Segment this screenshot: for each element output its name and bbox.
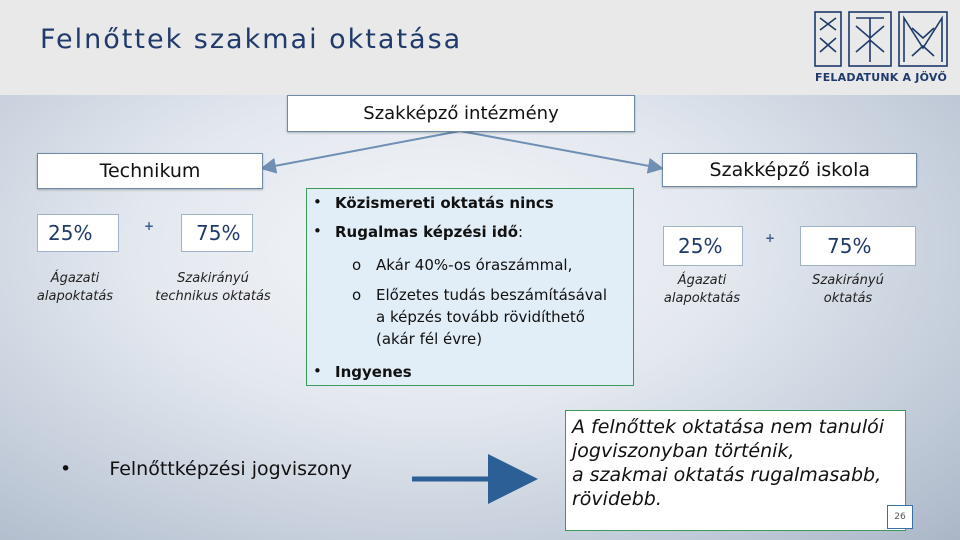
sub-line: a képzés tovább rövidíthető (376, 308, 585, 326)
caption-line: Szakirányú (177, 271, 249, 286)
page-number: 26 (887, 505, 913, 529)
sub-elozetes (376, 284, 607, 350)
iskola-caption-agazati (655, 272, 749, 308)
bullet-marker: • (313, 222, 322, 240)
caption-line: technikus oktatás (155, 289, 271, 304)
caption-line: alapoktatás (663, 291, 741, 306)
sub-line: (akár fél évre) (376, 330, 483, 348)
jogviszony-bullet (60, 458, 352, 480)
sub-marker: o (352, 286, 362, 304)
technikum-caption-szakiranyu (150, 270, 276, 306)
technikum-plus: + (144, 219, 155, 233)
bullet-marker: • (313, 362, 322, 380)
caption-line: Ágazati (50, 271, 100, 286)
sub-line: Előzetes tudás beszámításával (376, 286, 608, 304)
caption-line: Szakirányú (812, 273, 884, 288)
technikum-pct-agazati: 25% (37, 214, 119, 252)
jogviszony-text: Felnőttképzési jogviszony (109, 458, 352, 480)
sub-oraszam: Akár 40%-os óraszámmal, (376, 256, 573, 274)
conclusion-box (565, 410, 906, 531)
bullet-rugalmas-text: Rugalmas képzési idő (335, 223, 518, 241)
caption-line: alapoktatás (36, 289, 114, 304)
caption-line: Ágazati (677, 273, 727, 288)
slide-title: Felnőttek szakmai oktatása (40, 24, 463, 55)
technikum-box: Technikum (37, 153, 263, 189)
conclusion-line: A felnőttek oktatása nem tanulói (572, 416, 885, 438)
bullet-marker: • (313, 193, 322, 211)
sub-marker: o (352, 256, 362, 274)
iskola-caption-szakiranyu (800, 272, 896, 308)
conclusion-line: rövidebb. (572, 488, 662, 510)
arrow-to-iskola (460, 131, 660, 168)
iskola-plus: + (765, 231, 776, 245)
conclusion-line: a szakmai oktatás rugalmasabb, (572, 464, 882, 486)
bullet-kozismereti: Közismereti oktatás nincs (335, 194, 554, 212)
arrow-to-technikum (264, 131, 460, 168)
bullet-rugalmas-colon: : (518, 223, 524, 241)
bullet-marker: • (60, 458, 72, 480)
bullet-rugalmas (335, 223, 523, 241)
szakkepzo-iskola-box: Szakképző iskola (662, 153, 917, 187)
iskola-pct-szakiranyu: 75% (800, 226, 916, 266)
caption-line: oktatás (823, 291, 873, 306)
bullet-ingyenes: Ingyenes (335, 363, 412, 381)
iskola-pct-agazati: 25% (663, 226, 743, 266)
logo-tagline: FELADATUNK A JÖVŐ (815, 71, 948, 84)
szakkepzo-intezmeny-box: Szakképző intézmény (287, 95, 635, 132)
technikum-pct-szakiranyu: 75% (181, 214, 253, 252)
technikum-caption-agazati (28, 270, 122, 306)
conclusion-line: jogviszonyban történik, (572, 440, 795, 462)
